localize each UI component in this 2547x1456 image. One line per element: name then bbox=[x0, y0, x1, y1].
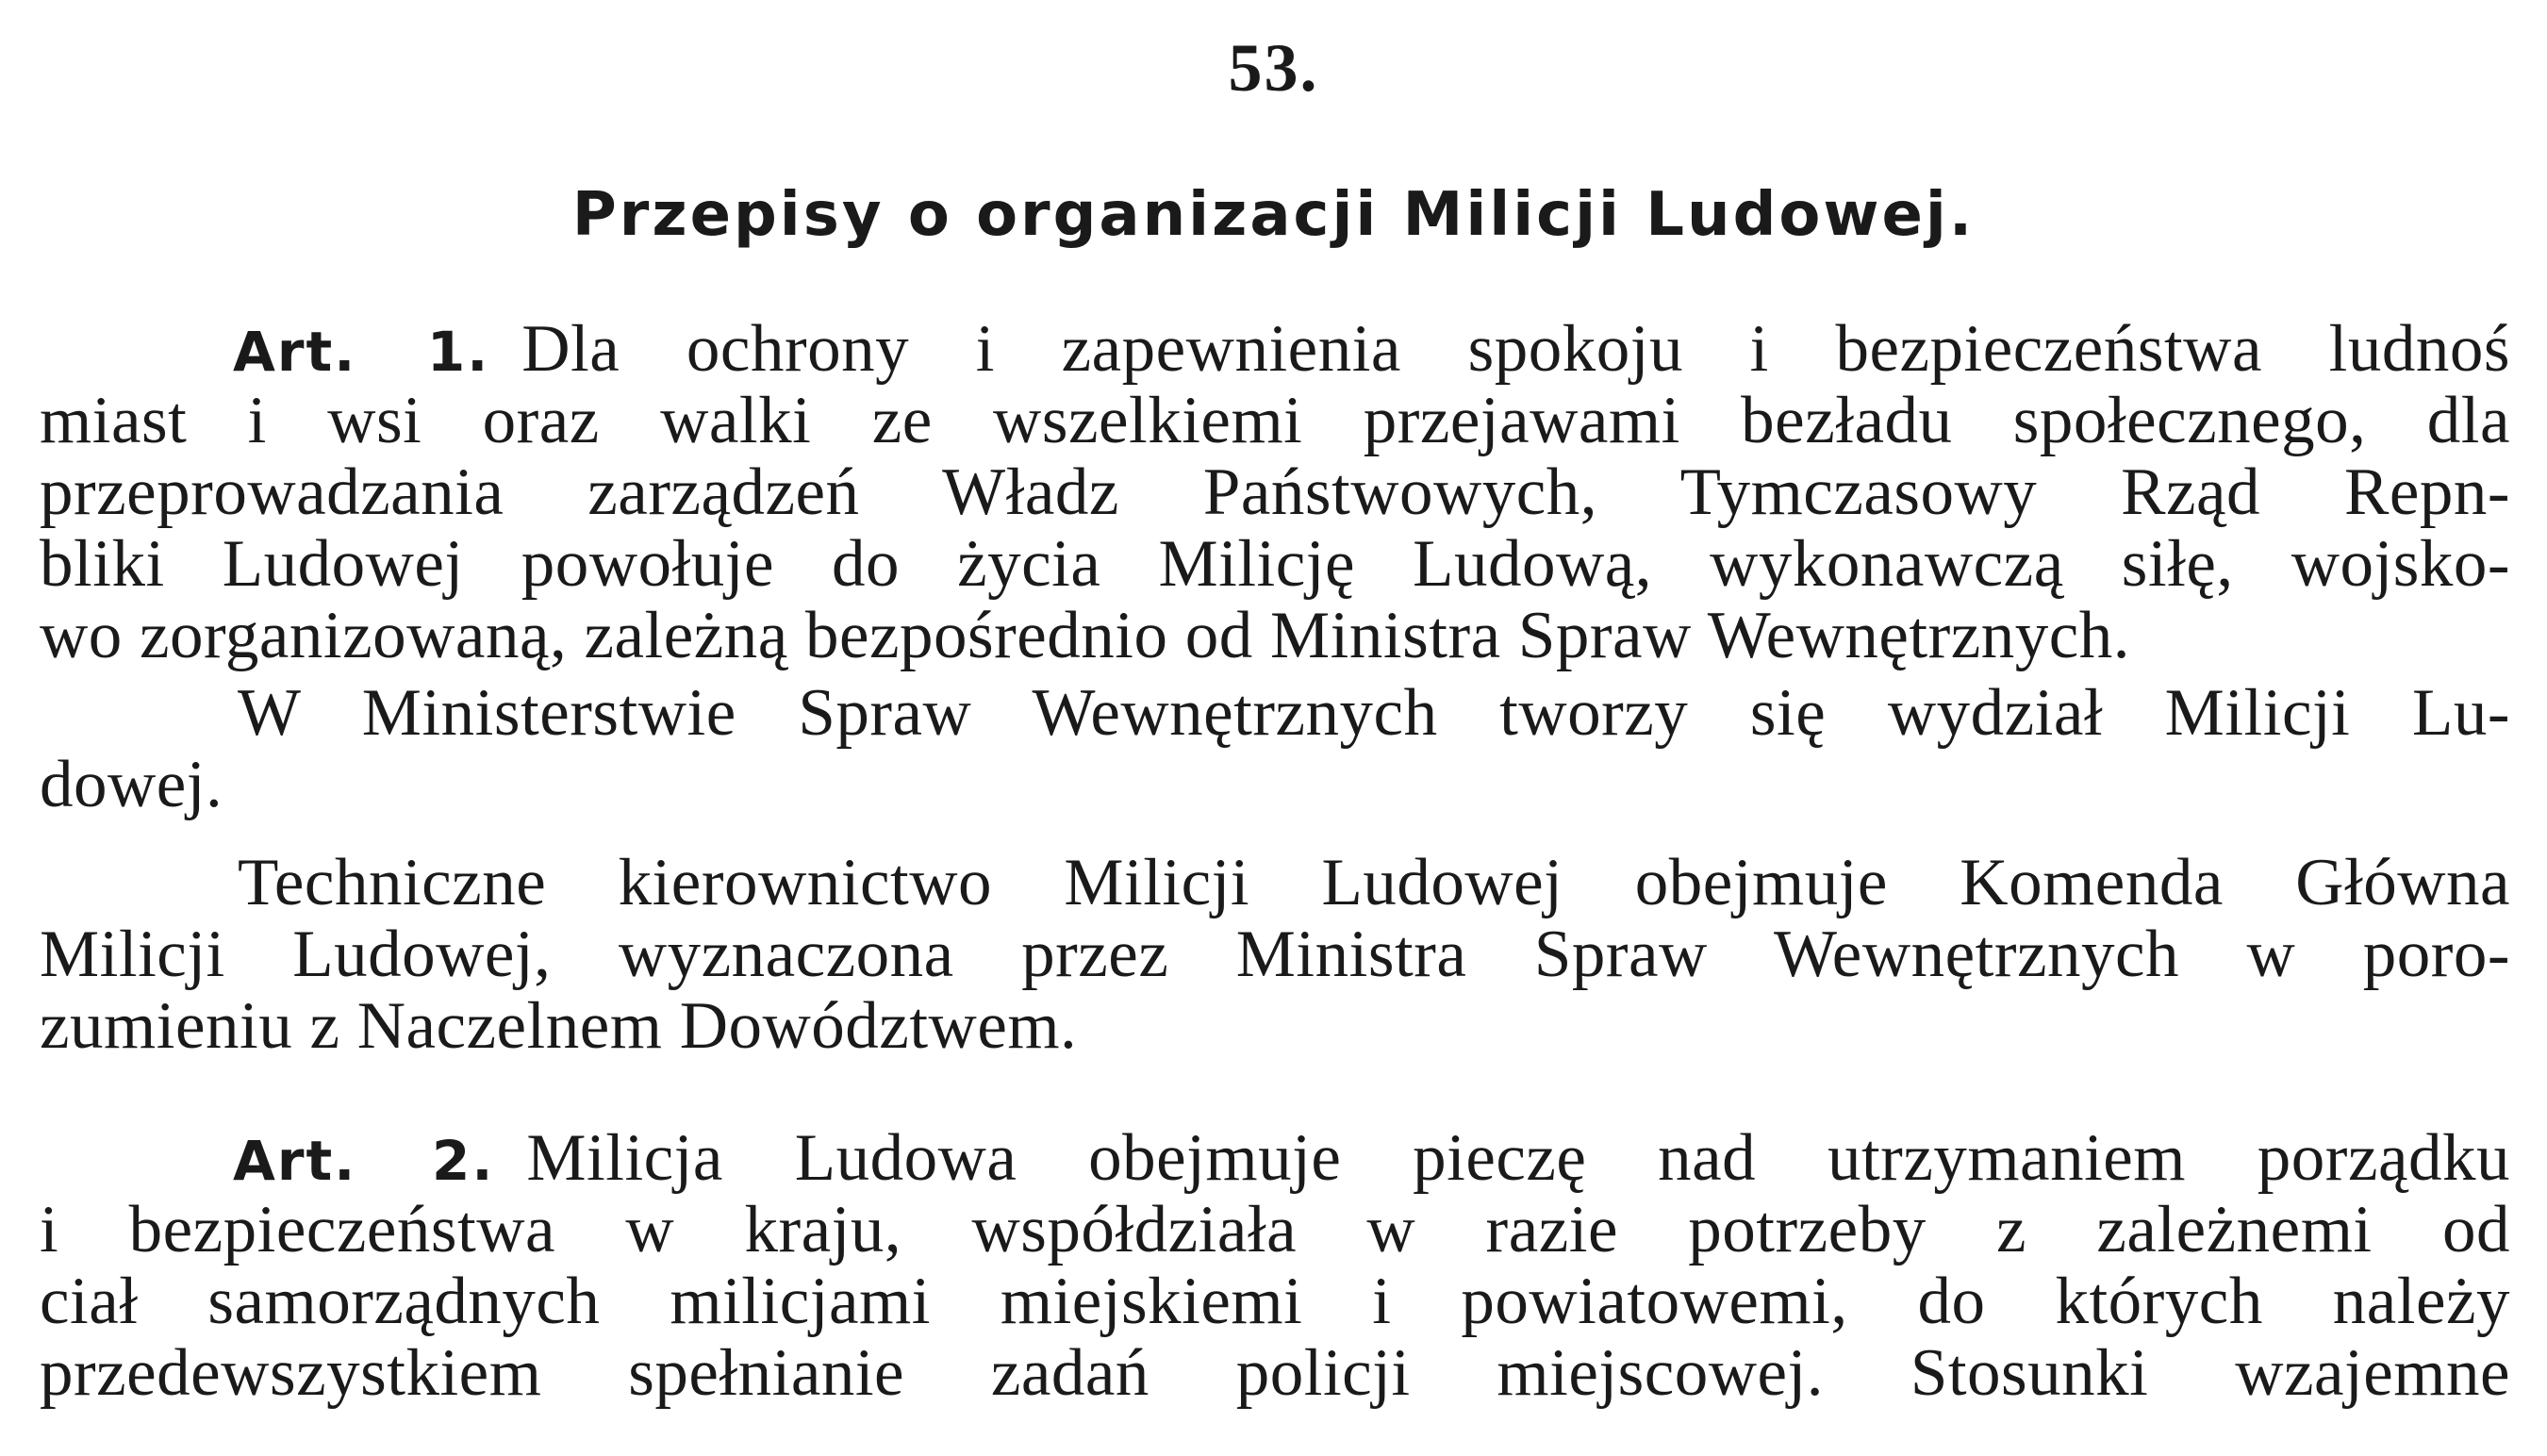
article-2-label: Art. 2. bbox=[233, 1129, 495, 1193]
article-2 bbox=[40, 1122, 2510, 1409]
article-1-p2-line-2: dowej. bbox=[40, 748, 223, 821]
article-1-line-4: bliki Ludowej powołuje do życia Milicję Ludową, wykonawczą siłę, wojsko- bbox=[40, 527, 2510, 601]
article-1-label: Art. 1. bbox=[233, 320, 490, 384]
article-2-line-3: ciał samorządnych milicjami miejskiemi i powiatowemi, do których należy bbox=[40, 1265, 2510, 1338]
article-1-line-5: wo zorganizowaną, zależną bezpośrednio od Ministra Spraw Wewnętrznych. bbox=[40, 599, 2131, 672]
article-1-line-3: przeprowadzania zarządzeń Władz Państwowych, Tymczasowy Rząd Repn- bbox=[40, 455, 2510, 529]
article-1-p3-line-3: zumieniu z Naczelnem Dowództwem. bbox=[40, 989, 1078, 1063]
article-1-p3-line-1: Techniczne kierownictwo Milicji Ludowej obejmuje Komenda Główna bbox=[238, 846, 2510, 919]
article-1-p2-line-1: W Ministerstwie Spraw Wewnętrznych tworzy się wydział Milicji Lu- bbox=[238, 676, 2510, 750]
article-2-text: Milicja Ludowa obejmuje pieczę nad utrzymaniem porządku bbox=[526, 1121, 2510, 1195]
article-2-line-2: i bezpieczeństwa w kraju, współdziała w razie potrzeby z zależnemi od bbox=[40, 1193, 2510, 1266]
article-1-line-1 bbox=[40, 313, 2510, 385]
article-2-line-4: przedewszystkiem spełnianie zadań policji miejscowej. Stosunki wzajemne bbox=[40, 1336, 2510, 1410]
article-1-line-2: miast i wsi oraz walki ze wszelkiemi przejawami bezładu społecznego, dla bbox=[40, 384, 2510, 457]
page-number: 53. bbox=[1228, 30, 1319, 106]
document-title: Przepisy o organizacji Milicji Ludowej. bbox=[571, 180, 1976, 250]
article-2-line-1 bbox=[40, 1122, 2510, 1194]
article-1-p3-line-2: Milicji Ludowej, wyznaczona przez Ministra Spraw Wewnętrznych w poro- bbox=[40, 918, 2510, 991]
article-1-text: Dla ochrony i zapewnienia spokoju i bezpieczeństwa ludnoś bbox=[521, 312, 2510, 386]
article-1 bbox=[40, 313, 2510, 1062]
